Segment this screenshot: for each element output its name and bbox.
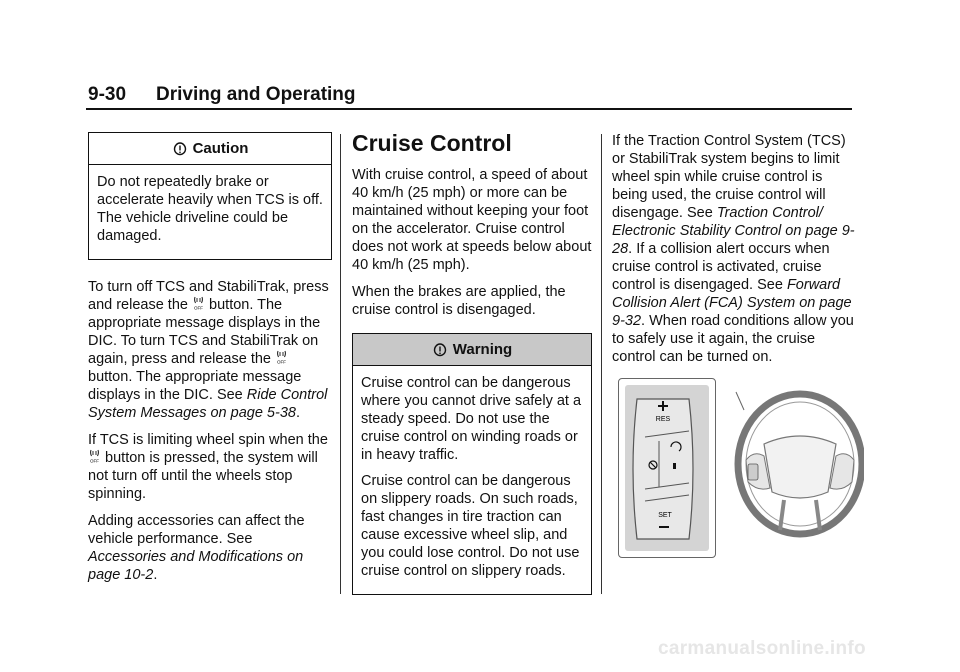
- cruise-control-buttons-image: [618, 378, 716, 558]
- text-run: . When road conditions allow you to safely use it again, the cruise control can be turned on.: [612, 313, 854, 365]
- tcs-off-paragraph: [88, 278, 332, 422]
- steering-wheel-illustration: [724, 380, 864, 550]
- warning-box: [352, 333, 592, 595]
- accessories-link[interactable]: Accessories and Modifications on page 10-2: [88, 549, 304, 583]
- warning-text-1: Cruise control can be dangerous where you cannot drive safely at a steady speed. Do not use the cruise control on winding roads or in heavy traffic.: [361, 375, 582, 463]
- ride-control-link[interactable]: Ride Control System Messages on page 5-38: [88, 387, 328, 421]
- traction-control-link[interactable]: Traction Control/ Electronic Stability Control on page 9-28: [612, 205, 855, 257]
- res-label: RES: [655, 416, 671, 423]
- text-run: Adding accessories can affect the vehicle performance. See: [88, 513, 305, 547]
- text-run: .: [295, 405, 300, 421]
- text-run: .: [153, 567, 158, 583]
- svg-text:OFF: OFF: [194, 305, 203, 311]
- column-2: [352, 132, 592, 613]
- caution-header: [89, 133, 331, 165]
- svg-text:OFF: OFF: [90, 458, 99, 464]
- text-run: To turn off TCS and StabiliTrak, press and release the: [88, 279, 329, 313]
- text-run: If the Traction Control System (TCS) or StabiliTrak system begins to limit wheel spin while cruise control is being used, the cruise control will disengage. See: [612, 133, 846, 221]
- cruise-brake-paragraph: When the brakes are applied, the cruise control is disengaged.: [352, 284, 566, 318]
- tcs-cruise-paragraph: [612, 132, 860, 366]
- cruise-control-heading: Cruise Control: [352, 130, 512, 156]
- warning-header: [353, 334, 591, 366]
- steering-wheel-image: [724, 380, 864, 550]
- caution-box: [88, 132, 332, 260]
- accessories-paragraph: [88, 512, 332, 584]
- text-run: button. The appropriate message displays in the DIC. To turn TCS and StabiliTrak on again, press and release the: [88, 297, 321, 367]
- traction-control-off-icon: [193, 296, 204, 311]
- column-1: [88, 132, 332, 593]
- alert-triangle-icon: [432, 342, 448, 358]
- page-number: 9-30: [88, 84, 127, 105]
- warning-text-2: Cruise control can be dangerous on slippery roads. On such roads, fast changes in tire traction can cause excessive wheel slip, and you could lose control. Do not use cruise control on slippery roads.: [361, 473, 580, 579]
- cruise-intro-paragraph: With cruise control, a speed of about 40 km/h (25 mph) or more can be maintained without keeping your foot on the accelerator. Cruise control does not work at speeds below about 40 km/h (25 mph).: [352, 167, 592, 273]
- text-run: If TCS is limiting wheel spin when the: [88, 432, 328, 448]
- column-divider-1: [340, 134, 341, 594]
- svg-text:OFF: OFF: [277, 359, 287, 365]
- column-3: [612, 132, 860, 375]
- caution-text: Do not repeatedly brake or accelerate heavily when TCS is off. The vehicle driveline could be damaged.: [97, 174, 323, 244]
- column-divider-2: [601, 134, 602, 594]
- tcs-wheel-spin-paragraph: [88, 431, 332, 503]
- text-run: button. The appropriate message displays in the DIC. See: [88, 369, 302, 403]
- traction-control-off-icon: [276, 350, 287, 365]
- traction-control-off-icon: [89, 449, 100, 464]
- alert-triangle-icon: [172, 141, 188, 157]
- set-label: SET: [658, 512, 672, 519]
- page-header: [86, 82, 852, 110]
- watermark: carmanualsonline.info: [658, 638, 866, 659]
- caution-title: Caution: [192, 139, 249, 157]
- section-title: Driving and Operating: [156, 84, 356, 105]
- cruise-switch-illustration: [619, 379, 715, 557]
- fca-link[interactable]: Forward Collision Alert (FCA) System on page 9-32: [612, 277, 852, 329]
- text-run: . If a collision alert occurs when cruise control is activated, cruise control is disengaged. See: [612, 241, 830, 293]
- text-run: button is pressed, the system will not turn off until the wheels stop spinning.: [88, 450, 318, 502]
- warning-title: Warning: [452, 340, 513, 358]
